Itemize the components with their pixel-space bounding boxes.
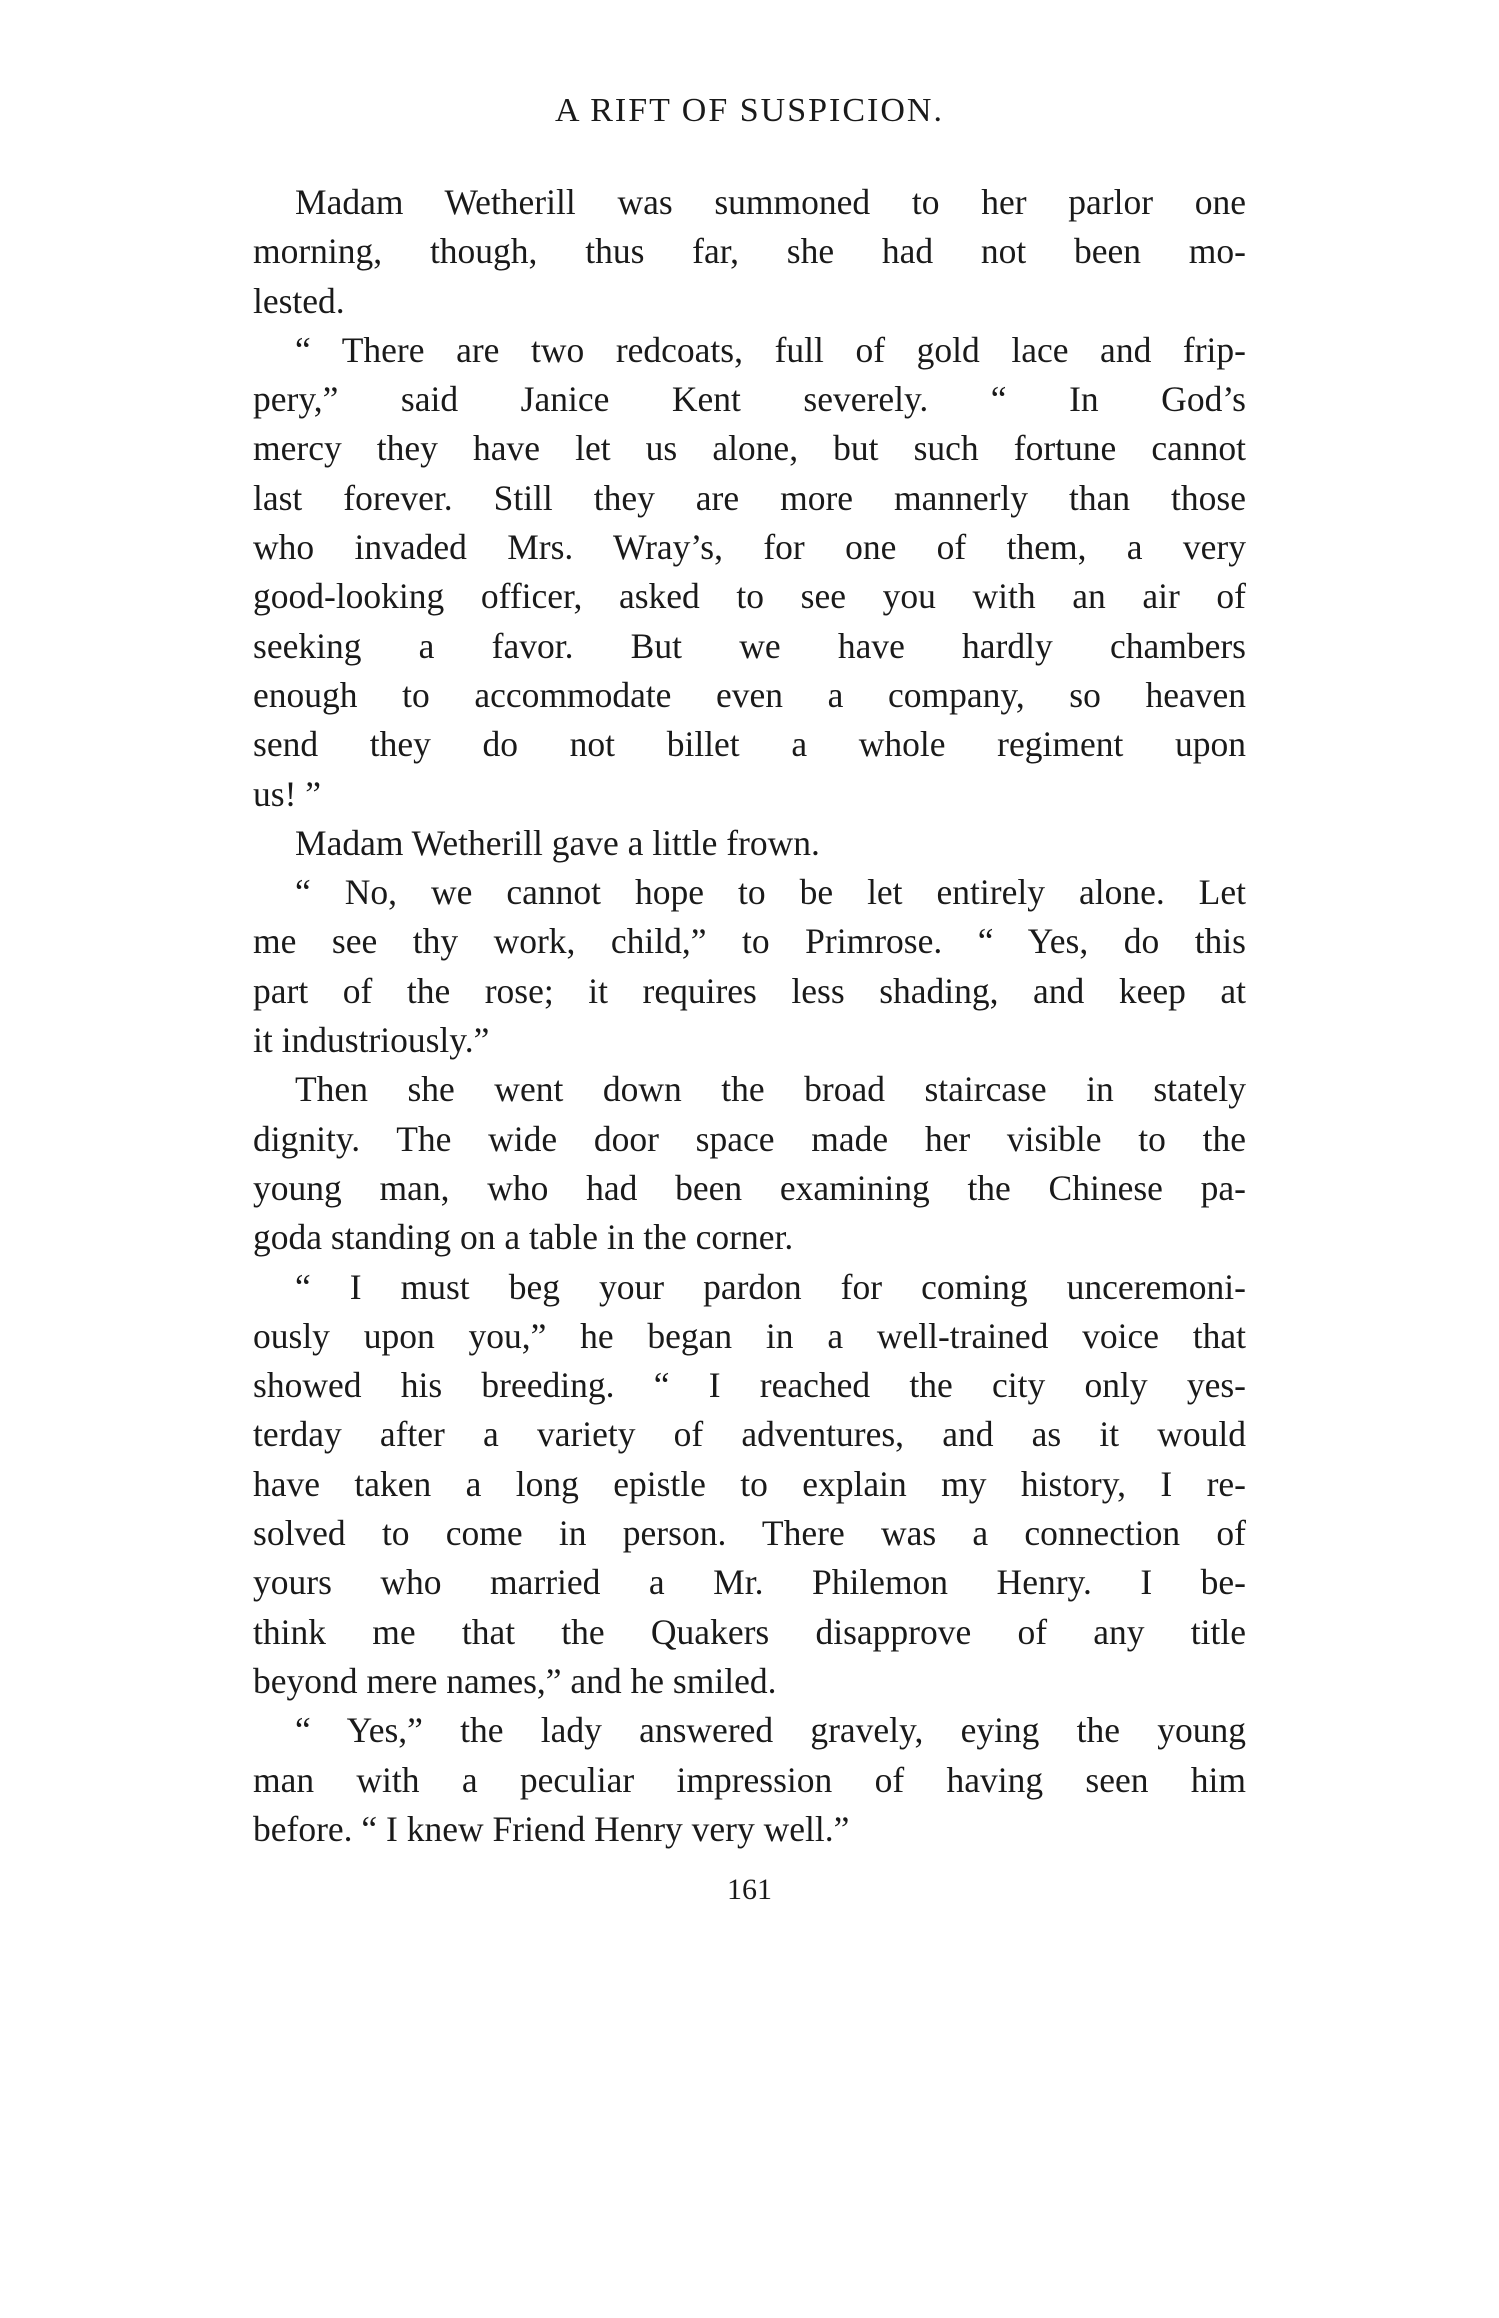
text-line: Madam Wetherill gave a little frown. [295, 822, 820, 863]
text-line: part of the rose; it requires less shading, and keep at [253, 970, 1246, 1011]
text-line: “ I must beg your pardon for coming unceremoni- [295, 1266, 1246, 1307]
text-line: think me that the Quakers disapprove of any title [253, 1611, 1246, 1652]
text-line: enough to accommodate even a company, so heaven [253, 674, 1246, 715]
text-line: “ No, we cannot hope to be let entirely alone. Let [295, 872, 1246, 913]
text-line: goda standing on a table in the corner. [253, 1217, 794, 1258]
text-line: lested. [253, 280, 345, 321]
text-line: solved to come in person. There was a connection of [253, 1513, 1246, 1554]
text-line: seeking a favor. But we have hardly chambers [253, 625, 1246, 666]
text-line: good-looking officer, asked to see you with an air of [253, 576, 1246, 617]
text-line: it industriously.” [253, 1020, 490, 1061]
text-line: last forever. Still they are more mannerly than those [253, 477, 1246, 518]
text-line: have taken a long epistle to explain my history, I re- [253, 1463, 1246, 1504]
text-line: young man, who had been examining the Chinese pa- [253, 1167, 1246, 1208]
running-head: A RIFT OF SUSPICION. [555, 92, 944, 129]
text-line: yours who married a Mr. Philemon Henry. I be- [253, 1562, 1246, 1603]
text-line: dignity. The wide door space made her visible to the [253, 1118, 1246, 1159]
body-text [253, 178, 1246, 1854]
text-line: us! ” [253, 773, 322, 814]
text-line: “ Yes,” the lady answered gravely, eying the young [295, 1710, 1246, 1751]
text-line: who invaded Mrs. Wray’s, for one of them, a very [253, 527, 1246, 568]
text-line: man with a peculiar impression of having seen him [253, 1759, 1246, 1800]
text-line: pery,” said Janice Kent severely. “ In God’s [253, 379, 1246, 420]
text-line: morning, though, thus far, she had not been mo- [253, 231, 1246, 272]
text-line: terday after a variety of adventures, and as it would [253, 1414, 1246, 1455]
text-line: before. “ I knew Friend Henry very well.” [253, 1808, 850, 1849]
text-line: Then she went down the broad staircase in stately [295, 1069, 1246, 1110]
text-line: ously upon you,” he began in a well-trained voice that [253, 1315, 1246, 1356]
page-number: 161 [727, 1873, 772, 1906]
text-line: send they do not billet a whole regiment upon [253, 724, 1246, 765]
text-line: mercy they have let us alone, but such fortune cannot [253, 428, 1246, 469]
text-line: Madam Wetherill was summoned to her parlor one [295, 182, 1246, 222]
text-line: me see thy work, child,” to Primrose. “ Yes, do this [253, 921, 1246, 962]
text-line: showed his breeding. “ I reached the city only yes- [253, 1365, 1246, 1406]
text-line: “ There are two redcoats, full of gold lace and frip- [295, 329, 1246, 370]
text-line: beyond mere names,” and he smiled. [253, 1660, 777, 1701]
